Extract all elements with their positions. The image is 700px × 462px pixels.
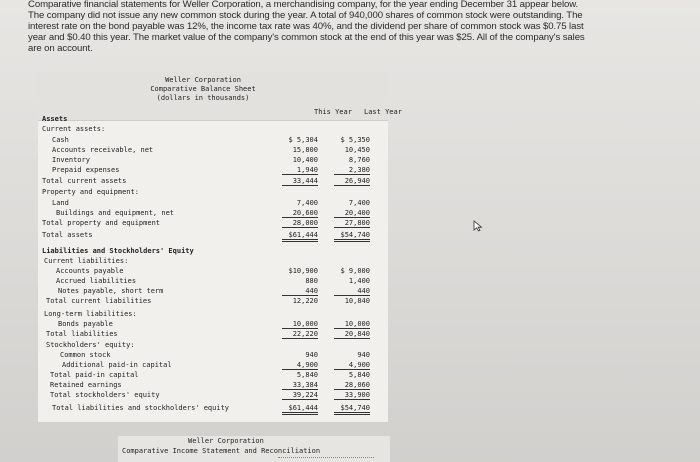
last-year-value: 5,840 xyxy=(348,371,370,379)
statement-title: Comparative Balance Sheet xyxy=(150,85,256,93)
this-year-value: $61,444 xyxy=(282,404,318,415)
row-label: Notes payable, short term xyxy=(58,287,164,295)
table-row xyxy=(38,310,388,320)
table-row xyxy=(38,320,388,330)
last-year-value: 7,400 xyxy=(348,199,370,207)
this-year-value: 880 xyxy=(305,277,318,285)
last-year-value: 27,800 xyxy=(334,219,370,228)
table-row xyxy=(38,115,388,125)
table-row xyxy=(38,231,388,241)
this-year-value: 7,400 xyxy=(296,199,318,207)
row-label: Prepaid expenses xyxy=(52,166,120,174)
table-row xyxy=(38,125,388,135)
table-row xyxy=(38,267,388,277)
mouse-cursor-icon xyxy=(473,219,483,237)
last-year-value: 2,380 xyxy=(334,166,370,175)
table-row xyxy=(38,371,388,381)
last-year-value: 26,940 xyxy=(334,177,370,186)
table-row xyxy=(38,136,388,146)
last-year-value: $54,740 xyxy=(334,404,370,415)
this-year-value: $ 5,304 xyxy=(288,136,318,144)
row-label: Property and equipment: xyxy=(42,188,139,196)
row-label: Accounts payable xyxy=(56,267,124,275)
table-row xyxy=(38,156,388,166)
this-year-value: $10,900 xyxy=(288,267,318,275)
this-year-value: 33,444 xyxy=(282,177,318,186)
row-label: Liabilities and Stockholders' Equity xyxy=(42,247,194,255)
row-label: Total current assets xyxy=(42,177,127,185)
last-year-value: 10,000 xyxy=(334,320,370,329)
intro-line: are on account. xyxy=(28,42,93,54)
row-label: Long-term liabilities: xyxy=(44,310,137,318)
row-label: Bonds payable xyxy=(58,320,113,328)
this-year-value: 39,224 xyxy=(282,391,318,400)
table-row xyxy=(38,146,388,156)
units-note: (dollars in thousands) xyxy=(156,94,250,102)
last-year-value: $ 5,350 xyxy=(340,136,370,144)
row-label: Total liabilities and stockholders' equity xyxy=(52,404,230,412)
table-row xyxy=(38,277,388,287)
row-label: Current liabilities: xyxy=(44,257,129,265)
this-year-value: 28,000 xyxy=(282,219,318,228)
company-title: Weller Corporation xyxy=(165,76,241,84)
table-row xyxy=(38,361,388,371)
this-year-value: 5,840 xyxy=(296,371,318,379)
row-label: Total paid-in capital xyxy=(50,371,139,379)
last-year-value: 440 xyxy=(334,287,370,296)
row-label: Total liabilities xyxy=(46,330,118,338)
row-label: Buildings and equipment, net xyxy=(56,209,175,217)
table-row xyxy=(38,391,388,401)
this-year-value: $61,444 xyxy=(282,231,318,242)
table-row xyxy=(38,404,388,414)
this-year-value: 1,940 xyxy=(282,166,318,175)
row-label: Total property and equipment xyxy=(42,219,161,227)
table-row xyxy=(38,287,388,297)
last-year-value: $54,740 xyxy=(334,231,370,242)
income-company-title: Weller Corporation xyxy=(188,437,264,445)
row-label: Total stockholders' equity xyxy=(50,391,160,399)
last-year-value: $ 9,000 xyxy=(340,267,370,275)
dotted-divider xyxy=(278,457,374,460)
table-row xyxy=(38,257,388,267)
row-label: Common stock xyxy=(60,351,111,359)
table-row xyxy=(38,188,388,198)
row-label: Land xyxy=(52,199,69,207)
last-year-value: 8,760 xyxy=(348,156,370,164)
this-year-value: 22,220 xyxy=(282,330,318,339)
this-year-value: 10,000 xyxy=(282,320,318,329)
this-year-value: 33,384 xyxy=(282,381,318,390)
table-row xyxy=(38,247,388,257)
last-year-value: 1,400 xyxy=(348,277,370,285)
last-year-value: 28,060 xyxy=(334,381,370,390)
this-year-value: 12,220 xyxy=(292,297,318,305)
row-label: Additional paid-in capital xyxy=(62,361,172,369)
this-year-value: 4,900 xyxy=(282,361,318,370)
this-year-value: 15,800 xyxy=(292,146,318,154)
problem-intro xyxy=(28,0,624,55)
intro-line: Comparative financial statements for Weller Corporation, a merchandising company, for the year ending December 31 appear below. xyxy=(28,0,579,10)
row-label: Accrued liabilities xyxy=(56,277,137,285)
intro-line: interest rate on the bond payable was 12%, the income tax rate was 40%, and the dividend per share of common stock was $0.75 last xyxy=(28,20,584,32)
table-row xyxy=(38,330,388,340)
this-year-value: 940 xyxy=(305,351,318,359)
row-label: Stockholders' equity: xyxy=(46,341,135,349)
this-year-value: 10,400 xyxy=(292,156,318,164)
col-header-this-year: This Year xyxy=(314,108,352,116)
row-label: Total current liabilities xyxy=(46,297,152,305)
this-year-value: 20,600 xyxy=(282,209,318,218)
balance-sheet-table xyxy=(38,72,402,422)
row-label: Total assets xyxy=(42,231,93,239)
last-year-value: 940 xyxy=(357,351,370,359)
last-year-value: 10,450 xyxy=(344,146,370,154)
intro-line: The company did not issue any new common stock during the year. A total of 940,000 shares of common stock were outstanding. The xyxy=(28,9,583,21)
row-label: Retained earnings xyxy=(50,381,122,389)
last-year-value: 10,840 xyxy=(344,297,370,305)
row-label: Assets xyxy=(42,115,68,123)
this-year-value: 440 xyxy=(282,287,318,296)
row-label: Inventory xyxy=(52,156,90,164)
intro-line: year and $0.40 this year. The market value of the company's common stock at the end of this year was $25. All of the company's sales xyxy=(28,31,585,43)
balance-sheet-header xyxy=(38,72,402,121)
row-label: Cash xyxy=(52,136,69,144)
col-header-last-year: Last Year xyxy=(364,108,402,116)
row-label: Accounts receivable, net xyxy=(52,146,154,154)
last-year-value: 4,900 xyxy=(334,361,370,370)
table-row xyxy=(38,341,388,351)
income-statement-title: Comparative Income Statement and Reconciliation xyxy=(122,447,321,455)
table-row xyxy=(38,297,388,307)
last-year-value: 20,840 xyxy=(334,330,370,339)
table-row xyxy=(38,381,388,391)
table-row xyxy=(38,209,388,219)
table-row xyxy=(38,177,388,187)
last-year-value: 20,400 xyxy=(334,209,370,218)
table-row xyxy=(38,166,388,176)
table-row xyxy=(38,219,388,229)
row-label: Current assets: xyxy=(42,125,106,133)
table-row xyxy=(38,351,388,361)
table-row xyxy=(38,199,388,209)
last-year-value: 33,900 xyxy=(334,391,370,400)
